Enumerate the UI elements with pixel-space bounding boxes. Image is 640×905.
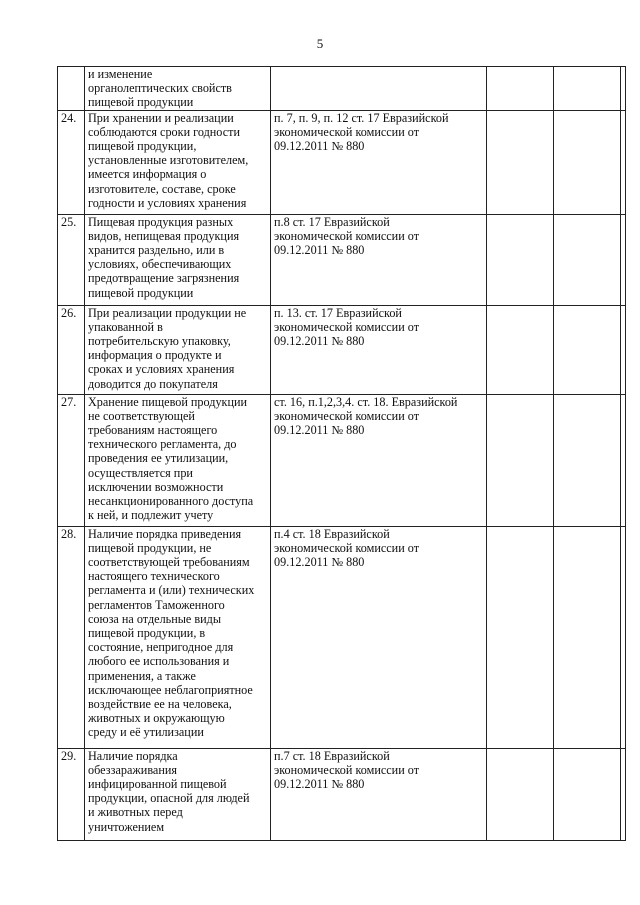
regulation-reference: п. 13. ст. 17 Евразийской экономической комиссии от 09.12.2011 № 880 xyxy=(271,305,487,394)
empty-cell xyxy=(554,394,621,526)
empty-cell xyxy=(554,67,621,111)
row-number xyxy=(58,67,85,111)
empty-cell xyxy=(487,526,554,748)
empty-cell xyxy=(554,748,621,840)
table-row xyxy=(58,748,626,840)
table-row xyxy=(58,305,626,394)
empty-cell xyxy=(621,394,626,526)
page-number: 5 xyxy=(316,36,324,51)
row-number: 28. xyxy=(58,526,85,748)
regulation-reference: п.7 ст. 18 Евразийской экономической комиссии от 09.12.2011 № 880 xyxy=(271,748,487,840)
table-row xyxy=(58,110,626,214)
empty-cell xyxy=(487,67,554,111)
row-number: 24. xyxy=(58,110,85,214)
empty-cell xyxy=(554,526,621,748)
table-row xyxy=(58,394,626,526)
empty-cell xyxy=(621,526,626,748)
requirement-text: Хранение пищевой продукции не соответствующей требованиям настоящего технического регламента, до проведения ее утилизации, осуществляется при исключении возможности несанкционированного доступа к ней, и подлежит учету xyxy=(85,394,271,526)
regulation-reference xyxy=(271,67,487,111)
empty-cell xyxy=(487,214,554,305)
empty-cell xyxy=(487,305,554,394)
row-number: 29. xyxy=(58,748,85,840)
table-row xyxy=(58,214,626,305)
requirement-text: Пищевая продукция разных видов, непищевая продукция хранится раздельно, или в условиях, обеспечивающих предотвращение загрязнения пищевой продукции xyxy=(85,214,271,305)
regulation-reference: ст. 16, п.1,2,3,4. ст. 18. Евразийской экономической комиссии от 09.12.2011 № 880 xyxy=(271,394,487,526)
requirement-text: Наличие порядка обеззараживания инфицированной пищевой продукции, опасной для людей и животных перед уничтожением xyxy=(85,748,271,840)
table-row xyxy=(58,67,626,111)
empty-cell xyxy=(621,748,626,840)
requirement-text: и изменение органолептических свойств пищевой продукции xyxy=(85,67,271,111)
empty-cell xyxy=(621,110,626,214)
requirement-text: При хранении и реализации соблюдаются сроки годности пищевой продукции, установленные изготовителем, имеется информация о изготовителе, составе, сроке годности и условиях хранения xyxy=(85,110,271,214)
empty-cell xyxy=(621,305,626,394)
requirement-text: При реализации продукции не упакованной в потребительскую упаковку, информация о продукте и сроках и условиях хранения доводится до покупателя xyxy=(85,305,271,394)
row-number: 25. xyxy=(58,214,85,305)
requirements-table xyxy=(57,66,626,841)
empty-cell xyxy=(487,748,554,840)
regulation-reference: п. 7, п. 9, п. 12 ст. 17 Евразийской экономической комиссии от 09.12.2011 № 880 xyxy=(271,110,487,214)
empty-cell xyxy=(487,110,554,214)
table-row xyxy=(58,526,626,748)
regulation-reference: п.4 ст. 18 Евразийской экономической комиссии от 09.12.2011 № 880 xyxy=(271,526,487,748)
empty-cell xyxy=(554,305,621,394)
regulation-reference: п.8 ст. 17 Евразийской экономической комиссии от 09.12.2011 № 880 xyxy=(271,214,487,305)
empty-cell xyxy=(554,110,621,214)
requirement-text: Наличие порядка приведения пищевой продукции, не соответствующей требованиям настоящего технического регламента и (или) технических регламентов Таможенного союза на отдельные виды пищевой продукции, в состояние, непригодное для любого ее использования и применения, а также исключающее неблагоприятное воздействие ее на человека, животных и окружающую среду и её утилизации xyxy=(85,526,271,748)
empty-cell xyxy=(621,67,626,111)
empty-cell xyxy=(621,214,626,305)
empty-cell xyxy=(554,214,621,305)
empty-cell xyxy=(487,394,554,526)
row-number: 26. xyxy=(58,305,85,394)
row-number: 27. xyxy=(58,394,85,526)
